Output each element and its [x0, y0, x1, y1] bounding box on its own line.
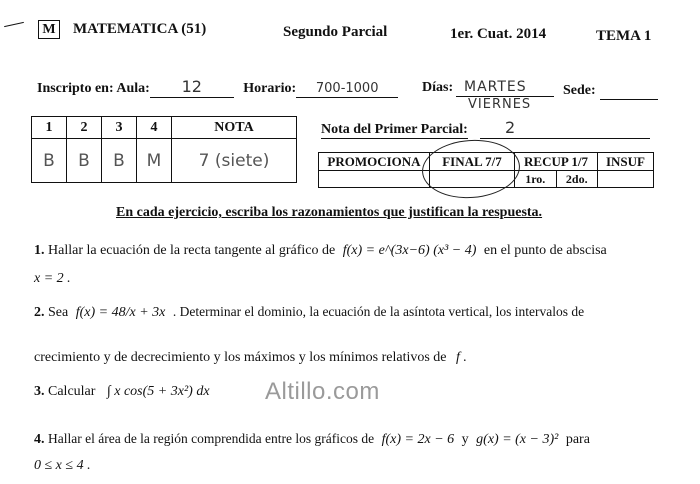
term-label: 1er. Cuat. 2014 — [450, 26, 547, 42]
aula-label: Inscripto en: Aula: — [37, 81, 150, 96]
status-sub: 1ro. — [515, 171, 557, 188]
problem-text: crecimiento y de decrecimiento y los máximos y los mínimos relativos de — [34, 350, 447, 365]
grade-header: 3 — [102, 117, 137, 139]
horario-label: Horario: — [243, 81, 297, 96]
pen-circle — [420, 137, 522, 202]
status-cell — [319, 171, 430, 188]
problem-joiner: y — [461, 432, 469, 447]
problem-number: 4. — [34, 432, 45, 447]
problem-2 — [34, 302, 694, 323]
problem-number: 3. — [34, 384, 45, 399]
sede-label: Sede: — [563, 83, 596, 98]
grade-value: B — [32, 139, 67, 183]
problem-formula: f . — [456, 350, 467, 365]
topic-box: M — [38, 20, 60, 39]
instruction: En cada ejercicio, escriba los razonamientos que justifican la respuesta. — [116, 205, 543, 220]
problem-1 — [34, 241, 674, 261]
problem-2-cont — [34, 348, 467, 368]
grade-value: B — [67, 139, 102, 183]
tema-label: TEMA 1 — [596, 28, 652, 44]
problem-formula: f(x) = e^(3x−6) (x³ − 4) — [342, 243, 477, 258]
grade-header-nota: NOTA — [172, 117, 297, 139]
grade-nota-value: 7 (siete) — [172, 139, 297, 183]
problem-text: . Determinar el dominio, la ecuación de la asíntota vertical, los intervalos de — [172, 304, 585, 319]
problem-text: Hallar el área de la región comprendida entre los gráficos de — [48, 431, 375, 446]
first-partial-value: 2 — [505, 118, 516, 137]
grade-header: 1 — [32, 117, 67, 139]
dias-line2: VIERNES — [468, 97, 532, 112]
problem-4-domain: 0 ≤ x ≤ 4 . — [34, 458, 91, 473]
horario-field: 700-1000 — [296, 81, 398, 98]
pen-mark — [4, 22, 24, 27]
grade-header: 2 — [67, 117, 102, 139]
watermark-logo: Altillo.com — [265, 378, 380, 405]
inscription-row — [37, 77, 398, 98]
grade-value: M — [137, 139, 172, 183]
first-partial-label: Nota del Primer Parcial: — [321, 122, 468, 137]
exam-title: Segundo Parcial — [283, 24, 388, 40]
problem-number: 2. — [34, 305, 45, 320]
status-header: RECUP 1/7 — [515, 153, 598, 171]
problem-4 — [34, 429, 694, 450]
problem-text: Sea — [48, 305, 69, 320]
grade-table — [31, 116, 297, 183]
grade-value: B — [102, 139, 137, 183]
status-sub: 2do. — [556, 171, 598, 188]
dias-label: Días: — [422, 80, 454, 95]
status-cell — [598, 171, 654, 188]
aula-field: 12 — [150, 77, 234, 98]
problem-text: Hallar la ecuación de la recta tangente al gráfico de — [48, 243, 336, 258]
problem-text: Calcular — [48, 384, 96, 399]
problem-text: en el punto de abscisa — [483, 243, 607, 258]
grade-header: 4 — [137, 117, 172, 139]
problem-1-point: x = 2 . — [34, 271, 71, 286]
dias-line1: MARTES — [464, 79, 527, 95]
status-header: PROMOCIONA — [319, 153, 430, 171]
problem-formula-f: f(x) = 2x − 6 — [381, 432, 455, 447]
sede-field — [600, 83, 658, 100]
subject-title: MATEMATICA (51) — [73, 21, 207, 37]
problem-formula-g: g(x) = (x − 3)² — [476, 432, 559, 447]
problem-text: para — [565, 432, 590, 447]
problem-3 — [34, 382, 210, 402]
problem-number: 1. — [34, 243, 45, 258]
problem-formula: ∫ x cos(5 + 3x²) dx — [106, 384, 210, 399]
status-header: INSUF — [598, 153, 654, 171]
problem-formula: f(x) = 48/x + 3x — [75, 305, 166, 320]
status-header: FINAL 7/7 — [430, 153, 515, 171]
